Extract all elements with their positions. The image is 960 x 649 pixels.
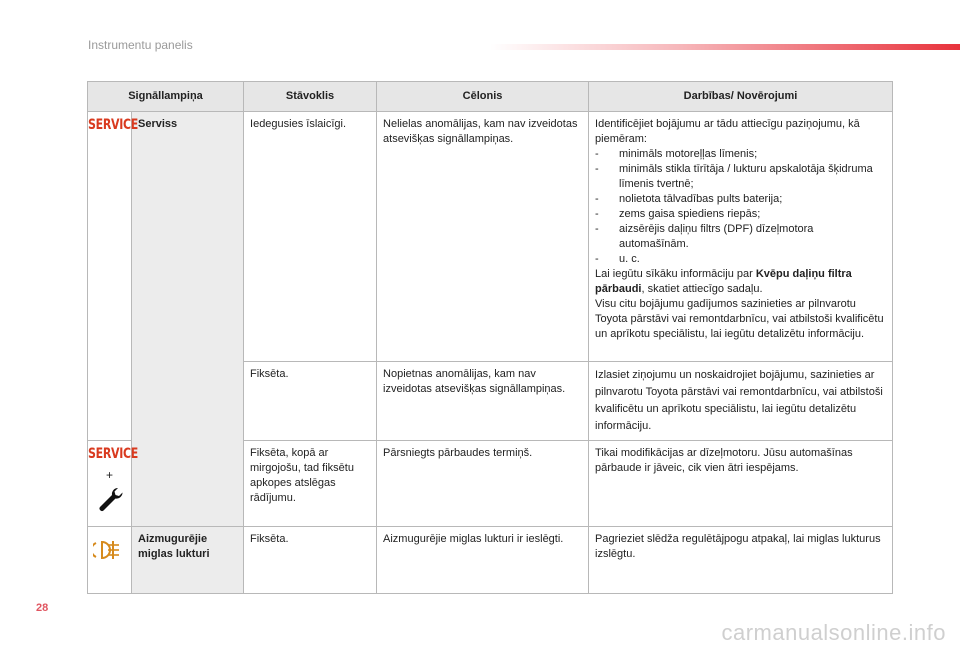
page-header-title: Instrumentu panelis xyxy=(88,38,193,52)
cause-cell: Nopietnas anomālijas, kam nav izveidotas atsevišķas signāllampiņas. xyxy=(377,362,589,441)
state-cell: Fiksēta. xyxy=(244,362,377,441)
rear-fog-lamp-icon xyxy=(93,539,127,561)
action-cell: Pagrieziet slēdža regulētājpogu atpakaļ, lai miglas lukturus izslēgtu. xyxy=(589,527,893,594)
state-cell: Fiksēta, kopā ar mirgojošu, tad fiksētu apkopes atslēgas rādījumu. xyxy=(244,441,377,527)
action-list xyxy=(595,147,886,267)
action-intro: Identificējiet bojājumu ar tādu attiecīgu paziņojumu, kā piemēram: xyxy=(595,118,860,145)
column-header-lamp: Signāllampiņa xyxy=(88,82,244,112)
lamp-name-rear-fog: Aizmugurējie miglas lukturi xyxy=(132,527,244,594)
service-wrench-icon-cell xyxy=(88,441,138,527)
column-header-cause: Cēlonis xyxy=(377,82,589,112)
state-cell: Fiksēta. xyxy=(244,527,377,594)
column-header-state: Stāvoklis xyxy=(244,82,377,112)
watermark: carmanualsonline.info xyxy=(721,620,946,645)
list-item: - minimāls motoreļļas līmenis; xyxy=(595,147,886,162)
list-item: - aizsērējis daļiņu filtrs (DPF) dīzeļmotora automašīnām. xyxy=(595,222,886,252)
cause-cell: Nelielas anomālijas, kam nav izveidotas atsevišķas signāllampiņas. xyxy=(377,112,589,362)
action-cell: Tikai modifikācijas ar dīzeļmotoru. Jūsu automašīnas pārbaude ir jāveic, cik vien ātri iespējams. xyxy=(589,441,893,527)
service-icon: SERVICE xyxy=(88,445,138,462)
action-more-prefix: Lai iegūtu sīkāku informāciju par xyxy=(595,268,756,280)
list-item: - minimāls stikla tīrītāja / lukturu apskalotāja šķidruma līmenis tvertnē; xyxy=(595,162,886,192)
state-cell: Iedegusies īslaicīgi. xyxy=(244,112,377,362)
lamp-name-service: Serviss xyxy=(132,112,244,527)
cause-cell: Aizmugurējie miglas lukturi ir ieslēgti. xyxy=(377,527,589,594)
list-item: - u. c. xyxy=(595,252,886,267)
column-header-actions: Darbības/ Novērojumi xyxy=(589,82,893,112)
action-outro: Visu citu bojājumu gadījumos sazinieties ar pilnvarotu Toyota pārstāvi vai remontdarbnīcu, vai atbilstoši kvalificētu un aprīkotu speciālistu, lai iegūtu detalizētu informāciju. xyxy=(595,298,884,340)
service-icon-cell xyxy=(88,112,138,441)
cause-cell: Pārsniegts pārbaudes termiņš. xyxy=(377,441,589,527)
action-more-link-text: Kvēpu daļiņu filtra pārbaudi xyxy=(595,268,852,295)
table-row xyxy=(88,527,893,594)
plus-sign: + xyxy=(105,468,113,482)
wrench-icon xyxy=(96,485,124,513)
action-more-suffix: , skatiet attiecīgo sadaļu. xyxy=(641,283,763,295)
service-icon: SERVICE xyxy=(88,116,138,133)
table-row xyxy=(88,112,893,362)
list-item: - nolietota tālvadības pults baterija; xyxy=(595,192,886,207)
fog-icon-cell xyxy=(88,527,132,594)
table-header-row xyxy=(88,82,893,112)
list-item: - zems gaisa spiediens riepās; xyxy=(595,207,886,222)
action-more xyxy=(595,267,886,297)
action-cell xyxy=(589,112,893,362)
page-number: 28 xyxy=(36,602,49,614)
warning-lamps-table xyxy=(87,81,893,594)
header-accent-bar xyxy=(490,44,960,50)
action-cell: Izlasiet ziņojumu un noskaidrojiet bojājumu, sazinieties ar pilnvarotu Toyota pārstāvi vai remontdarbnīcu, vai atbilstoši kvalificētu un aprīkotu speciālistu, lai iegūtu detalizētu informāciju. xyxy=(589,362,893,441)
